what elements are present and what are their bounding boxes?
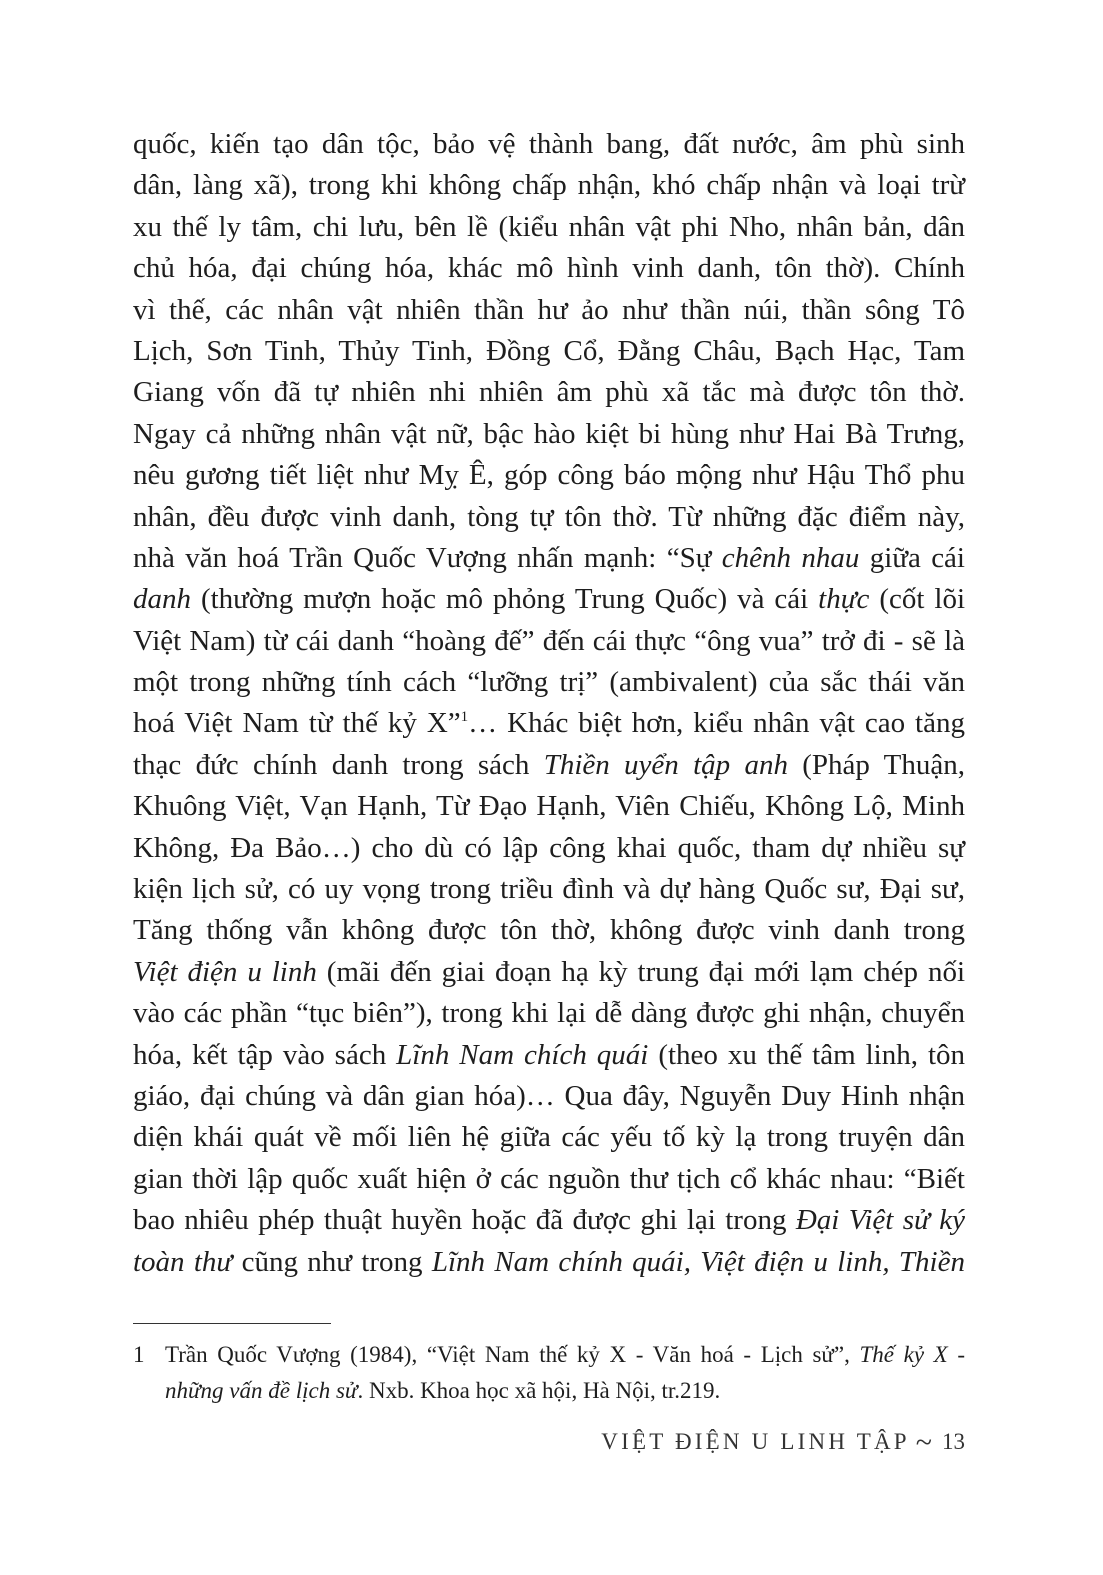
text-line: vào các phần “tục biên”), trong khi lại dễ dàng được ghi nhận, chuyển bbox=[133, 997, 965, 1030]
text-line: gian thời lập quốc xuất hiện ở các nguồn thư tịch cổ khác nhau: “Biết bbox=[133, 1162, 965, 1195]
text-line: xu thế ly tâm, chi lưu, bên lề (kiểu nhân vật phi Nho, nhân bản, dân bbox=[133, 210, 965, 243]
text-line: Lịch, Sơn Tinh, Thủy Tinh, Đồng Cổ, Đằng Châu, Bạch Hạc, Tam bbox=[133, 334, 965, 367]
text-line: bao nhiêu phép thuật huyền hoặc đã được ghi lại trong Đại Việt sử ký bbox=[133, 1204, 965, 1237]
book-title-italic: Lĩnh Nam chích quái bbox=[396, 1038, 649, 1071]
footnote-number: 1 bbox=[133, 1342, 145, 1367]
footnote-line: những vấn đề lịch sử. Nxb. Khoa học xã hội, Hà Nội, tr.219. bbox=[165, 1378, 721, 1403]
text-line: kiện lịch sử, có uy vọng trong triều đình và dự hàng Quốc sư, Đại sư, bbox=[133, 873, 965, 906]
text-line: nhà văn hoá Trần Quốc Vượng nhấn mạnh: “Sự chênh nhau giữa cái bbox=[133, 541, 965, 574]
emphasis: Thế kỷ X - bbox=[859, 1342, 965, 1367]
footnote-divider bbox=[133, 1323, 331, 1324]
text-line: Tăng thống vẫn không được tôn thờ, không được vinh danh trong bbox=[133, 914, 965, 947]
text-line: nêu gương tiết liệt như Mỵ Ê, góp công báo mộng như Hậu Thổ phu bbox=[133, 459, 965, 492]
text-line: toàn thư cũng như trong Lĩnh Nam chính quái, Việt điện u linh, Thiền bbox=[133, 1245, 965, 1278]
book-title-italic: Thiền uyển tập anh bbox=[543, 748, 788, 781]
main-text bbox=[133, 124, 965, 1283]
text-line: diện khái quát về mối liên hệ giữa các yếu tố kỳ lạ trong truyện dân bbox=[133, 1121, 965, 1154]
footnote-marker[interactable]: 1 bbox=[460, 709, 469, 726]
page-number: 13 bbox=[942, 1429, 965, 1454]
text-line: quốc, kiến tạo dân tộc, bảo vệ thành bang, đất nước, âm phù sinh bbox=[133, 128, 965, 160]
tilde-separator-icon: ~ bbox=[915, 1426, 932, 1459]
footnote bbox=[133, 1337, 965, 1409]
text-line: dân, làng xã), trong khi không chấp nhận, khó chấp nhận và loại trừ bbox=[133, 169, 965, 202]
running-footer bbox=[601, 1422, 965, 1462]
text-line: danh (thường mượn hoặc mô phỏng Trung Quốc) và cái thực (cốt lõi bbox=[133, 583, 966, 616]
text-line: vì thế, các nhân vật nhiên thần hư ảo như thần núi, thần sông Tô bbox=[133, 293, 965, 326]
text-line: thạc đức chính danh trong sách Thiền uyển tập anh (Pháp Thuận, bbox=[133, 748, 966, 781]
text-line: Không, Đa Bảo…) cho dù có lập công khai quốc, tham dự nhiều sự bbox=[133, 831, 965, 864]
emphasis: chênh nhau bbox=[721, 541, 860, 574]
emphasis: thực bbox=[818, 583, 870, 616]
text-line: Giang vốn đã tự nhiên nhi nhiên âm phù xã tắc mà được tôn thờ. bbox=[133, 376, 965, 409]
text-line: hoá Việt Nam từ thế kỷ X”$^1$… Khác biệt hơn, kiểu nhân vật cao tăng bbox=[133, 707, 965, 740]
emphasis: danh bbox=[133, 583, 191, 616]
text-line: hóa, kết tập vào sách Lĩnh Nam chích quái (theo xu thế tâm linh, tôn bbox=[133, 1038, 965, 1071]
book-title-italic: toàn thư bbox=[133, 1245, 233, 1278]
emphasis: những vấn đề lịch sử bbox=[165, 1378, 358, 1403]
footnote-line: 1 Trần Quốc Vượng (1984), “Việt Nam thế kỷ X - Văn hoá - Lịch sử”, Thế kỷ X - bbox=[133, 1337, 965, 1373]
text-line: giáo, đại chúng và dân gian hóa)… Qua đây, Nguyễn Duy Hinh nhận bbox=[133, 1079, 965, 1112]
book-title-italic: Việt điện u linh bbox=[133, 955, 317, 988]
book-title-italic: Lĩnh Nam chính quái, Việt điện u linh, Thiền bbox=[431, 1245, 965, 1278]
text-line: một trong những tính cách “lưỡng trị” (ambivalent) của sắc thái văn bbox=[133, 666, 965, 699]
book-title-italic: Đại Việt sử ký bbox=[795, 1204, 965, 1237]
text-line: Khuông Việt, Vạn Hạnh, Từ Đạo Hạnh, Viên Chiếu, Không Lộ, Minh bbox=[133, 790, 965, 823]
text-line: nhân, đều được vinh danh, tòng tự tôn thờ. Từ những đặc điểm này, bbox=[133, 500, 965, 533]
text-line: chủ hóa, đại chúng hóa, khác mô hình vinh danh, tôn thờ). Chính bbox=[133, 252, 965, 285]
running-title: VIỆT ĐIỆN U LINH TẬP bbox=[601, 1429, 910, 1454]
text-line: Ngay cả những nhân vật nữ, bậc hào kiệt bi hùng như Hai Bà Trưng, bbox=[133, 417, 965, 450]
text-line: Việt điện u linh (mãi đến giai đoạn hạ kỳ trung đại mới lạm chép nối bbox=[133, 955, 966, 988]
text-line: Việt Nam) từ cái danh “hoàng đế” đến cái thực “ông vua” trở đi - sẽ là bbox=[133, 624, 965, 657]
